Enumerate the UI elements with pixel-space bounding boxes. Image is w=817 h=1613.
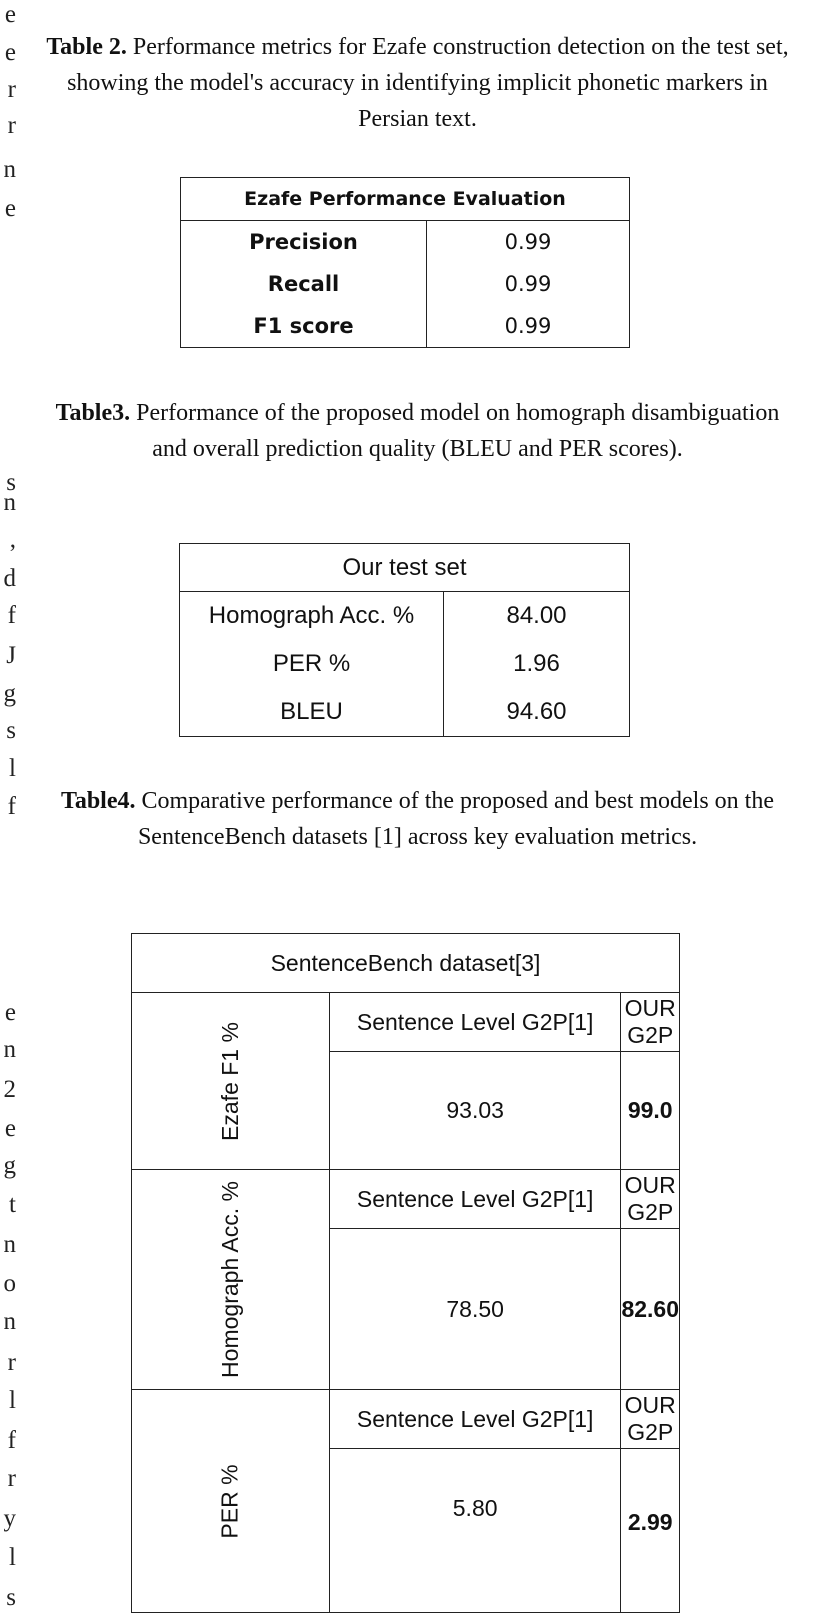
margin-letter: r	[7, 1465, 16, 1492]
table4-metric-text: PER %	[216, 1463, 243, 1539]
margin-letter: r	[7, 1349, 16, 1376]
margin-letter: e	[4, 39, 16, 66]
table-row	[132, 1170, 680, 1229]
margin-letter: n	[3, 1231, 16, 1258]
table4-sentencebench-comparison	[131, 933, 680, 1613]
table3-row-value: 1.96	[444, 640, 630, 688]
margin-letter: n	[3, 1308, 16, 1335]
table4-metric-text: Ezafe F1 %	[216, 1021, 243, 1141]
table3-row-label: BLEU	[180, 688, 444, 737]
margin-letter: e	[4, 999, 16, 1026]
table-row	[132, 1390, 680, 1449]
table4-value: 93.03	[329, 1052, 621, 1170]
margin-letter: ,	[9, 526, 16, 553]
margin-letter: t	[9, 1191, 16, 1218]
margin-letter: s	[6, 1584, 16, 1611]
table4-value: 78.50	[329, 1229, 621, 1390]
table2-row-value: 0.99	[427, 263, 630, 305]
table-row	[132, 993, 680, 1052]
table3-row-value: 84.00	[444, 592, 630, 641]
table4-metric-label	[132, 993, 330, 1170]
margin-letter: J	[6, 642, 16, 669]
table3-row-value: 94.60	[444, 688, 630, 737]
table4-col-header: Sentence Level G2P[1]	[329, 1170, 621, 1229]
table2-row-label: Precision	[181, 221, 427, 264]
table-row	[180, 592, 630, 641]
margin-letter: e	[4, 195, 16, 222]
margin-letter: f	[7, 793, 16, 820]
table2-caption-label: Table 2.	[46, 34, 127, 60]
margin-letter: r	[7, 112, 16, 139]
table2-row-label: Recall	[181, 263, 427, 305]
margin-letter: g	[3, 1152, 16, 1179]
margin-letter: l	[9, 755, 16, 782]
margin-letter: f	[7, 602, 16, 629]
table4-value-ours: 82.60	[621, 1229, 680, 1390]
margin-letter: s	[6, 469, 16, 496]
table-row	[181, 263, 630, 305]
table3-row-label: PER %	[180, 640, 444, 688]
table3-row-label: Homograph Acc. %	[180, 592, 444, 641]
table3-caption-text: Performance of the proposed model on homograph disambiguation and overall prediction quality (BLEU and PER scores).	[130, 400, 780, 462]
margin-letter: l	[9, 1387, 16, 1414]
margin-letter: n	[3, 489, 16, 516]
table3-caption-label: Table3.	[55, 400, 131, 426]
table2-ezafe-performance	[180, 177, 630, 348]
table4-col-header: OUR G2P	[621, 1390, 680, 1449]
margin-letter: o	[3, 1270, 16, 1297]
margin-letter: g	[3, 680, 16, 707]
table-row	[181, 305, 630, 348]
left-column-text-fragments	[0, 0, 20, 1609]
table4-metric-text: Homograph Acc. %	[216, 1181, 243, 1378]
table4-value-ours: 99.0	[621, 1052, 680, 1170]
margin-letter: s	[6, 717, 16, 744]
table4-header: SentenceBench dataset[3]	[132, 934, 680, 993]
table4-value: 5.80	[329, 1449, 621, 1613]
table4-col-header: OUR G2P	[621, 1170, 680, 1229]
table2-row-value: 0.99	[427, 305, 630, 348]
table2-row-label: F1 score	[181, 305, 427, 348]
table3-caption	[40, 395, 795, 467]
margin-letter: d	[3, 565, 16, 592]
table4-col-header: OUR G2P	[621, 993, 680, 1052]
margin-letter: e	[4, 1115, 16, 1142]
table4-metric-label	[132, 1170, 330, 1390]
table4-caption-label: Table4.	[61, 788, 136, 814]
table2-row-value: 0.99	[427, 221, 630, 264]
margin-letter: y	[3, 1505, 16, 1532]
margin-letter: f	[7, 1427, 16, 1454]
margin-letter: e	[4, 1, 16, 28]
margin-letter: l	[9, 1544, 16, 1571]
table-row	[180, 688, 630, 737]
margin-letter: n	[3, 1036, 16, 1063]
table4-metric-label	[132, 1390, 330, 1613]
table3-homograph-performance	[179, 543, 630, 737]
table2-caption	[40, 29, 795, 137]
table2-caption-text: Performance metrics for Ezafe construction detection on the test set, showing the model's accuracy in identifying implicit phonetic markers in Persian text.	[67, 34, 789, 132]
table4-value-ours: 2.99	[621, 1449, 680, 1613]
table-row	[180, 640, 630, 688]
table2-header: Ezafe Performance Evaluation	[181, 178, 630, 221]
margin-letter: 2	[3, 1076, 16, 1103]
table-row	[181, 221, 630, 264]
table4-caption	[40, 783, 795, 855]
table3-header: Our test set	[180, 544, 630, 592]
table4-col-header: Sentence Level G2P[1]	[329, 1390, 621, 1449]
margin-letter: n	[3, 156, 16, 183]
margin-letter: r	[7, 76, 16, 103]
table4-col-header: Sentence Level G2P[1]	[329, 993, 621, 1052]
table4-caption-text: Comparative performance of the proposed and best models on the SentenceBench datasets [1] across key evaluation metrics.	[135, 788, 774, 850]
